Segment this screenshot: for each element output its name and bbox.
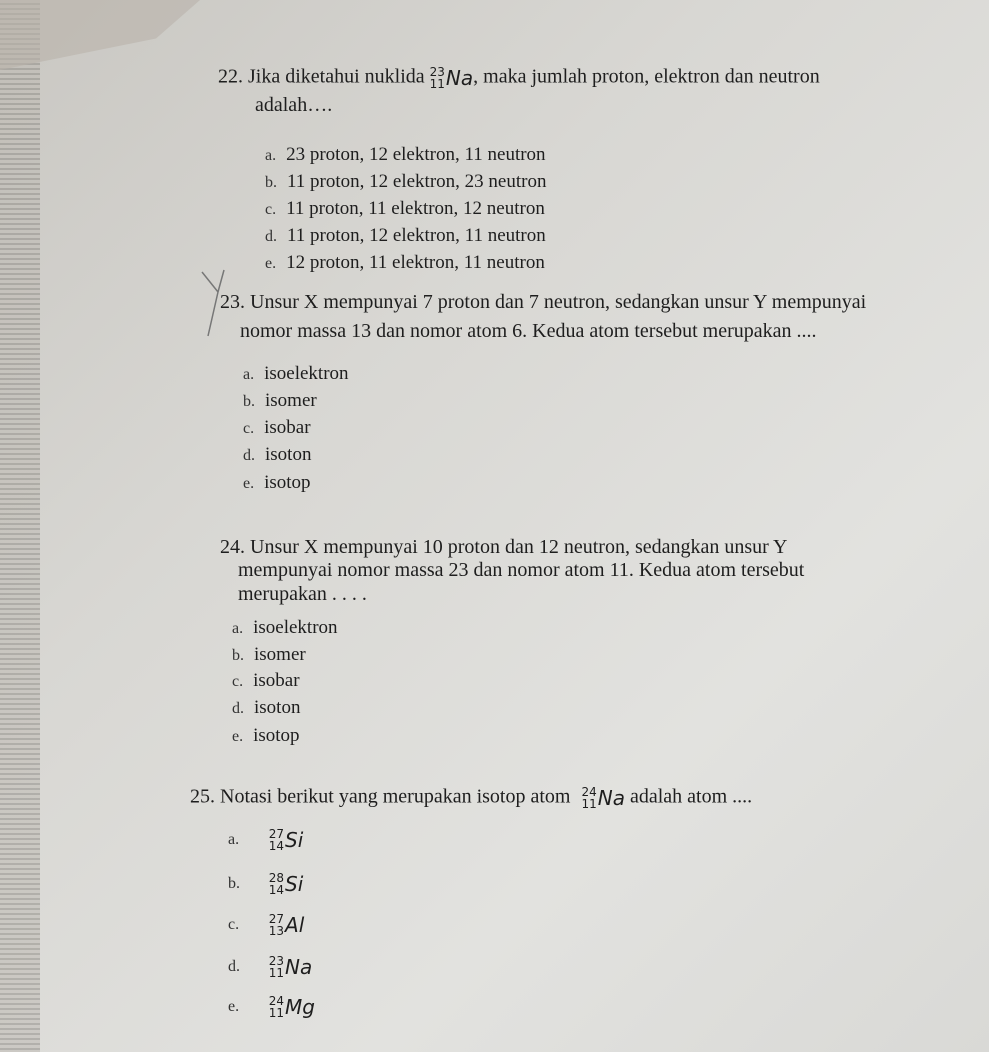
q22-option-e[interactable]: e. 12 proton, 11 elektron, 11 neutron [265,252,545,273]
q25-option-c-nuclide: 27 13 Al [268,912,305,938]
q23-number: 23. [220,291,245,313]
q24-option-a[interactable]: a. isoelektron [232,617,338,638]
q22-text-after: , maka jumlah proton, elektron dan neutron [473,65,820,88]
binder-edge [0,0,40,1052]
q24-line3: merupakan . . . . [238,583,367,605]
q22-line1 [218,66,820,90]
q22-text-before: Jika diketahui nuklida [248,65,425,88]
q24-option-e[interactable]: e. isotop [232,725,300,746]
q24-line2: mempunyai nomor massa 23 dan nomor atom 11. Kedua atom tersebut [238,559,805,581]
q25-nuclide [581,786,625,810]
q22-nuclide-symbol: Na [445,66,474,90]
q23-option-c[interactable]: c. isobar [243,417,311,438]
q25-option-b[interactable]: b. 28 14 Si [228,871,304,897]
q23-option-d[interactable]: d. isoton [243,444,312,465]
q24-option-b[interactable]: b. isomer [232,644,306,665]
q24-number: 24. [220,536,245,558]
q25-option-a[interactable]: a. 27 14 Si [228,827,304,853]
q25-option-d-nuclide: 23 11 Na [268,954,313,980]
q22-nuclide-atomic: 11 [429,77,445,91]
q25-option-a-nuclide: 27 14 Si [268,827,304,853]
q23-line2: nomor massa 13 dan nomor atom 6. Kedua atom tersebut merupakan .... [240,320,817,342]
q22-nuclide-mass: 23 [429,65,445,79]
q23-option-a[interactable]: a. isoelektron [243,363,349,384]
q24-line1: 24. Unsur X mempunyai 10 proton dan 12 neutron, sedangkan unsur Y [220,536,788,558]
q22-line2: adalah…. [255,94,333,116]
q24-option-c[interactable]: c. isobar [232,670,300,691]
q25-text-after: adalah atom .... [629,785,753,808]
q25-nuclide-atomic: 11 [581,797,597,811]
q25-number: 25. [190,785,215,808]
q25-option-b-nuclide: 28 14 Si [268,871,304,897]
q25-option-d[interactable]: d. 23 11 Na [228,954,313,980]
q25-text-before: Notasi berikut yang merupakan isotop atom [220,785,571,808]
q22-option-c[interactable]: c. 11 proton, 11 elektron, 12 neutron [265,198,545,219]
q22-option-d[interactable]: d. 11 proton, 12 elektron, 11 neutron [265,225,546,246]
q23-line1: 23. Unsur X mempunyai 7 proton dan 7 neutron, sedangkan unsur Y mempunyai [220,291,867,313]
q25-option-c[interactable]: c. 27 13 Al [228,912,305,938]
q23-option-b[interactable]: b. isomer [243,390,317,411]
q22-number: 22. [218,65,243,88]
q23-option-e[interactable]: e. isotop [243,472,311,493]
q25-nuclide-mass: 24 [581,785,597,799]
paper-corner-fold [0,0,200,70]
q25-option-e-nuclide: 24 11 Mg [268,994,315,1020]
q25-line1 [190,786,752,810]
q25-option-e[interactable]: e. 24 11 Mg [228,994,315,1020]
q22-nuclide [430,66,474,90]
q22-option-a[interactable]: a. 23 proton, 12 elektron, 11 neutron [265,144,546,165]
q25-nuclide-symbol: Na [597,786,625,810]
q24-option-d[interactable]: d. isoton [232,697,301,718]
q22-option-b[interactable]: b. 11 proton, 12 elektron, 23 neutron [265,171,547,192]
